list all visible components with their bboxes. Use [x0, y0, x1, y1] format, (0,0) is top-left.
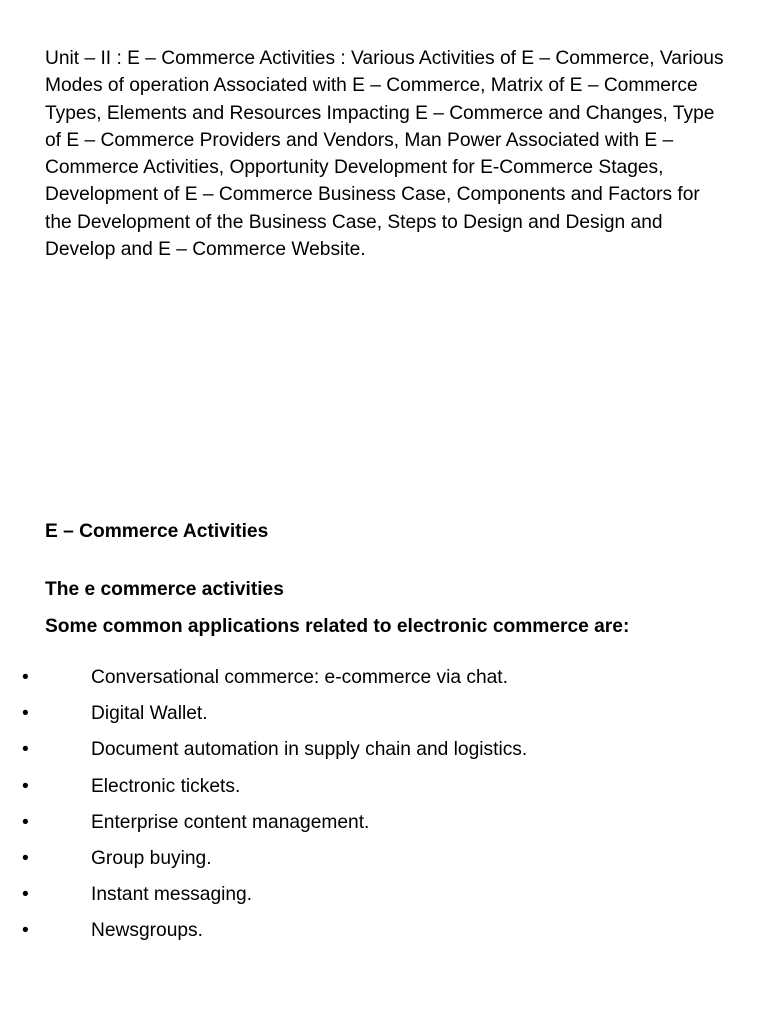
- bullet-icon: •: [22, 703, 29, 725]
- list-item: [0, 883, 768, 919]
- list-item: [0, 919, 768, 955]
- list-item-text: Conversational commerce: e-commerce via chat.: [91, 667, 508, 688]
- list-item: [0, 702, 768, 738]
- list-item: [0, 811, 768, 847]
- list-item-text: Document automation in supply chain and logistics.: [91, 739, 528, 761]
- bullet-icon: •: [22, 811, 29, 833]
- bullet-icon: •: [22, 884, 29, 906]
- list-item-text: Newsgroups.: [91, 920, 203, 942]
- bullet-icon: •: [22, 667, 29, 688]
- list-item-text: Digital Wallet.: [91, 703, 208, 725]
- list-item-text: Enterprise content management.: [91, 811, 370, 833]
- list-item-text: Instant messaging.: [91, 884, 253, 906]
- unit-syllabus-paragraph: Unit – II : E – Commerce Activities : Various Activities of E – Commerce, Various Modes of operation Associated with E – Commerce, Matrix of E – Commerce Types, Elements and Resources Impacting E – Commerce and Changes, Type of E – Commerce Providers and Vendors, Man Power Associated with E – Commerce Activities, Opportunity Development for E-Commerce Stages, Development of E – Commerce Business Case, Components and Factors for the Development of the Business Case, Steps to Design and Design and Develop and E – Commerce Website.: [45, 48, 724, 261]
- bullet-icon: •: [22, 739, 29, 761]
- bullet-icon: •: [22, 775, 29, 797]
- applications-list: [0, 666, 768, 956]
- bullet-icon: •: [22, 847, 29, 869]
- applications-lead-text: Some common applications related to electronic commerce are:: [45, 616, 630, 637]
- bullet-icon: •: [22, 920, 29, 942]
- list-item: [0, 738, 768, 774]
- section-subheading: The e commerce activities: [45, 579, 284, 600]
- section-heading: E – Commerce Activities: [45, 521, 269, 542]
- list-item: [0, 847, 768, 883]
- list-item: [0, 775, 768, 811]
- list-item-text: Group buying.: [91, 847, 212, 869]
- list-item-text: Electronic tickets.: [91, 775, 241, 797]
- list-item: [0, 666, 768, 702]
